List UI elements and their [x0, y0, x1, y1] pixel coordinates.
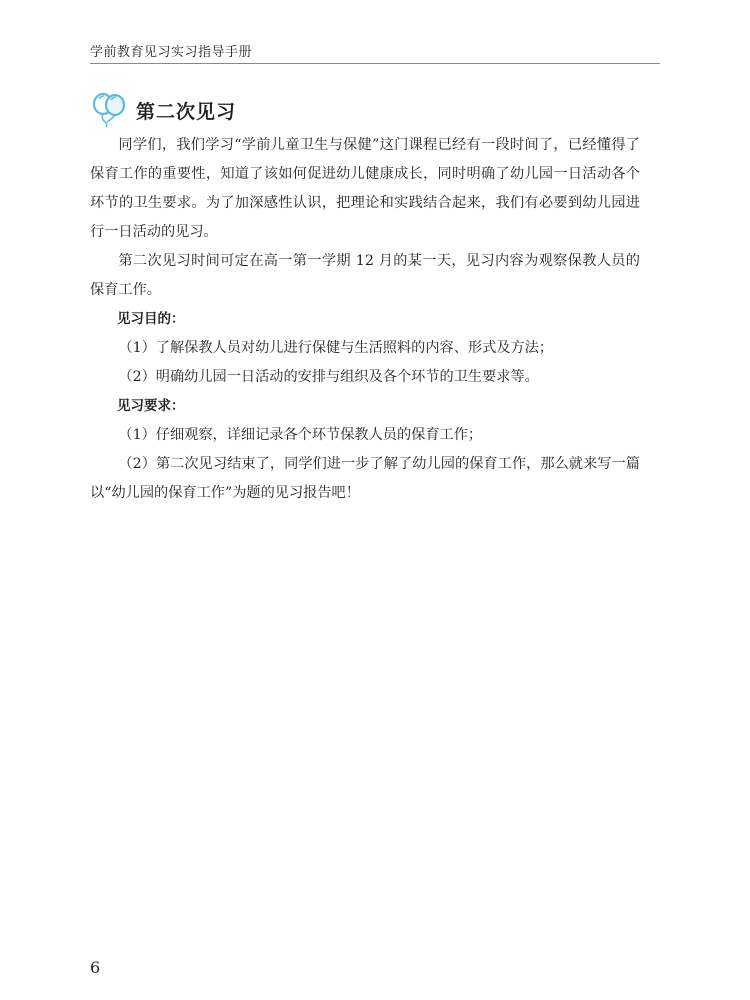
purpose-item: （1）了解保教人员对幼儿进行保健与生活照料的内容、形式及方法；	[118, 340, 554, 356]
requirement-item: （1）仔细观察，详细记录各个环节保教人员的保育工作；	[118, 427, 483, 443]
paragraph-schedule: 第二次见习时间可定在高一第一学期 12 月的某一天，见习内容为观察保教人员的保育工作。	[90, 253, 640, 298]
section-heading	[90, 92, 236, 128]
running-head-title: 学前教育见习实习指导手册	[90, 45, 253, 60]
balloons-icon	[90, 92, 132, 128]
page-number: 6	[90, 958, 101, 977]
purpose-item: （2）明确幼儿园一日活动的安排与组织及各个环节的卫生要求等。	[118, 369, 539, 385]
section-title: 第二次见习	[136, 100, 237, 123]
paragraph-intro: 同学们，我们学习“学前儿童卫生与保健”这门课程已经有一段时间了，已经懂得了保育工作的重要性，知道了该如何促进幼儿健康成长，同时明确了幼儿园一日活动各个环节的卫生要求。为了加深感性认识，把理论和实践结合起来，我们有必要到幼儿园进行一日活动的见习。	[90, 137, 640, 240]
purpose-heading: 见习目的：	[117, 311, 185, 327]
requirements-heading: 见习要求：	[117, 398, 185, 414]
header-divider	[90, 63, 660, 64]
body-text	[90, 131, 640, 508]
requirement-item: （2）第二次见习结束了，同学们进一步了解了幼儿园的保育工作，那么就来写一篇以“幼儿园的保育工作”为题的见习报告吧！	[90, 456, 640, 501]
